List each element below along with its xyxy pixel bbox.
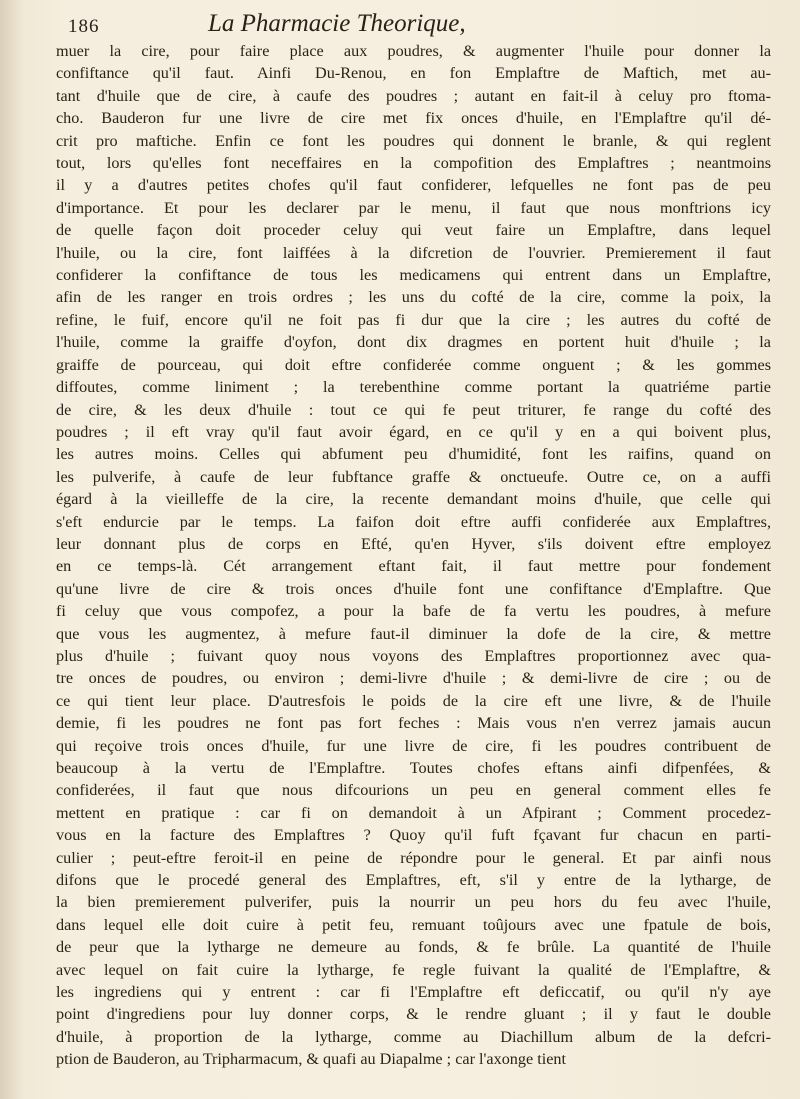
text-line: en ce temps-là. Cét arrangement eftant fait, il faut mettre pour fondement [56, 557, 771, 576]
text-line: leur donnant plus de corps en Efté, qu'en Hyver, s'ils doivent eftre employez [56, 534, 771, 553]
gutter-shadow [0, 0, 24, 1099]
text-line: poudres ; il eft vray qu'il faut avoir égard, en ce qu'il y en a qui boivent plus, [56, 422, 771, 441]
text-line: ption de Bauderon, au Tripharmacum, & quafi au Diapalme ; car l'axonge tient [56, 1050, 566, 1069]
text-line: de quelle façon doit proceder celuy qui veut faire un Emplaftre, dans lequel [56, 221, 771, 240]
text-line: graiffe de pourceau, qui doit eftre confiderée comme onguent ; & les gommes [56, 355, 771, 374]
text-line: dans lequel elle doit cuire à petit feu, remuant toûjours avec une fpatule de bois, [56, 915, 771, 934]
text-line: les autres moins. Celles qui abfument peu d'humidité, font les raifins, quand on [56, 445, 771, 464]
running-title: La Pharmacie Theorique, [208, 10, 466, 37]
text-line: diffoutes, comme liniment ; la terebenthine comme portant la quatriéme partie [56, 378, 771, 397]
text-line: égard à la vieilleffe de la cire, la recente demandant moins d'huile, que celle qui [56, 490, 771, 509]
page-number: 186 [68, 16, 100, 37]
text-line: muer la cire, pour faire place aux poudres, & augmenter l'huile pour donner la [56, 42, 771, 60]
running-head [68, 8, 768, 38]
text-line: il y a d'autres petites chofes qu'il faut confiderer, lefquelles ne font pas de peu [56, 176, 771, 195]
text-line: l'huile, comme la graiffe d'oyfon, dont dix dragmes en portent huit d'huile ; la [56, 333, 771, 352]
text-line: l'huile, ou la cire, font laiffées à la difcretion de l'ouvrier. Premierement il faut [56, 243, 771, 262]
text-line: les pulverife, à caufe de leur fubftance graffe & onctueufe. Outre ce, on a auffi [56, 467, 771, 486]
text-line: crit pro maftiche. Enfin ce font les poudres qui donnent le branle, & qui reglent [56, 131, 771, 150]
text-line: plus d'huile ; fuivant quoy nous voyons des Emplaftres proportionnez avec qua- [56, 646, 771, 665]
text-line: tout, lors qu'elles font neceffaires en la compofition des Emplaftres ; neantmoins [56, 154, 771, 173]
text-line: qu'une livre de cire & trois onces d'huile font une confiftance d'Emplaftre. Que [56, 579, 771, 598]
text-line: la bien premierement pulverifer, puis la nourrir un peu hors du feu avec l'huile, [56, 893, 771, 912]
text-line: d'huile, à proportion de la lytharge, comme au Diachillum album de la defcri- [56, 1027, 771, 1046]
text-line: refine, le fuif, encore qu'il ne foit pas fi dur que la cire ; les autres du cofté de [56, 310, 771, 329]
text-line: cho. Bauderon fur une livre de cire met fix onces d'huile, en l'Emplaftre qu'il dé- [56, 109, 771, 128]
text-line: confiderer la confiftance de tous les medicamens qui entrent dans un Emplaftre, [56, 266, 771, 285]
text-line: fi celuy que vous compofez, a pour la bafe de fa vertu les poudres, à mefure [56, 602, 771, 621]
text-line: qui reçoive trois onces d'huile, fur une livre de cire, fi les poudres contribuent de [56, 736, 771, 755]
text-line: avec lequel on fait cuire la lytharge, fe regle fuivant la qualité de l'Emplaftre, & [56, 960, 771, 979]
text-line: culier ; peut-eftre feroit-il en peine de répondre pour le general. Et par ainfi nous [56, 848, 771, 867]
text-line: point d'ingrediens pour luy donner corps, & le rendre gluant ; il y faut le double [56, 1005, 771, 1024]
text-line: de cire, & les deux d'huile : tout ce qui fe peut triturer, fe range du cofté des [56, 400, 771, 419]
text-line: tre onces de poudres, ou environ ; demi-livre d'huile ; & demi-livre de cire ; ou de [56, 669, 771, 688]
text-line: afin de les ranger en trois ordres ; les uns du cofté de la cire, comme la poix, la [56, 288, 771, 307]
text-line: demie, fi les poudres ne font pas fort feches : Mais vous n'en verrez jamais aucun [56, 714, 771, 733]
text-line: confiderées, il faut que nous difcourions un peu en general comment elles fe [56, 781, 771, 800]
text-line: mettent en pratique : car fi on demandoit à un Afpirant ; Comment procedez- [56, 803, 771, 822]
text-line: ce qui tient leur place. D'autresfois le poids de la cire eft une livre, & de l'huile [56, 691, 771, 710]
text-line: les ingrediens qui y entrent : car fi l'Emplaftre eft deficcatif, ou qu'il n'y aye [56, 983, 771, 1002]
text-line: d'importance. Et pour les declarer par le menu, il faut que nous monftrions icy [56, 198, 771, 217]
text-line: que vous les augmentez, à mefure faut-il diminuer la dofe de la cire, & mettre [56, 624, 771, 643]
text-line: s'eft endurcie par le temps. La faifon doit eftre auffi confiderée aux Emplaftres, [56, 512, 771, 531]
text-line: de peur que la lytharge ne demeure au fonds, & fe brûle. La quantité de l'huile [56, 938, 771, 957]
text-line: beaucoup à la vertu de l'Emplaftre. Toutes chofes eftans ainfi difpenfées, & [56, 759, 771, 777]
text-line: vous en la facture des Emplaftres ? Quoy qu'il fuft fçavant fur chacun en parti- [56, 826, 771, 845]
body-text [56, 40, 771, 1071]
text-line: tant d'huile que de cire, à caufe des poudres ; autant en fait-il à celuy pro ftoma- [56, 86, 771, 105]
text-line: difons que le procedé general des Emplaftres, eft, s'il y entre de la lytharge, de [56, 871, 771, 890]
text-line: confiftance qu'il faut. Ainfi Du-Renou, en fon Emplaftre de Maftich, met au- [56, 64, 771, 83]
